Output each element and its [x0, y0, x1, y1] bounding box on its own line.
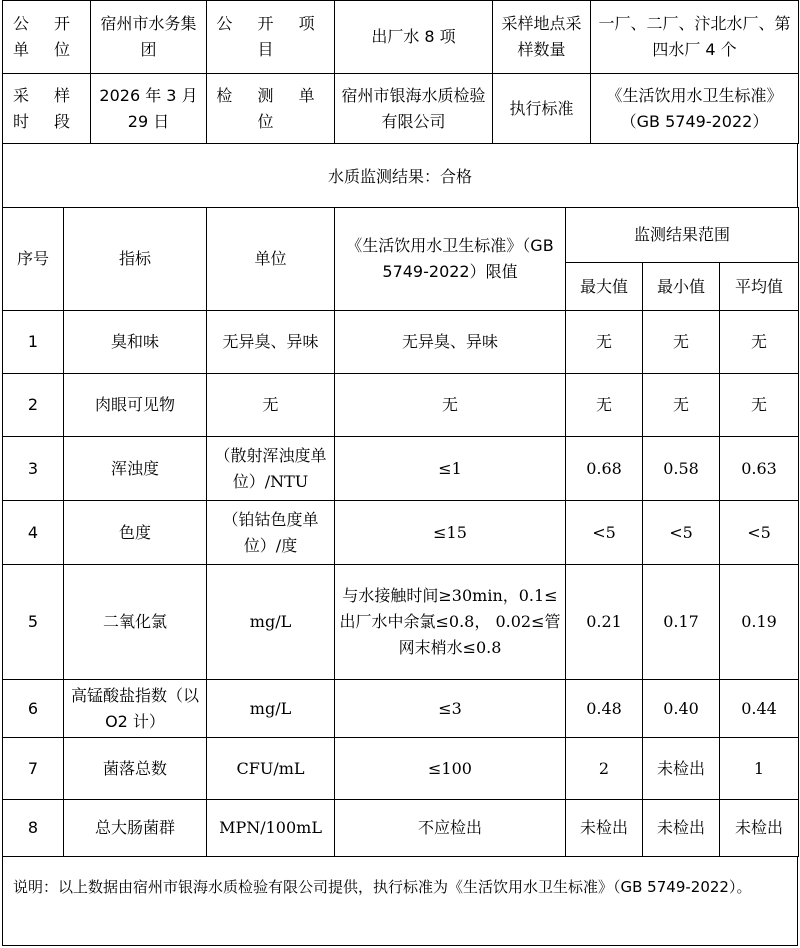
note: 说明：以上数据由宿州市银海水质检验有限公司提供，执行标准为《生活饮用水卫生标准》（GB 5749-2022）。 — [2, 857, 798, 946]
row-limit: 不应检出 — [335, 800, 566, 857]
lab-label: 检 测 单 位 — [207, 74, 335, 144]
row-avg: 0.63 — [720, 437, 799, 501]
row-unit: CFU/mL — [207, 738, 335, 800]
row-indicator: 总大肠菌群 — [64, 800, 207, 857]
row-avg: 无 — [720, 311, 799, 374]
row-avg: 0.19 — [720, 565, 799, 680]
row-max: 2 — [566, 738, 643, 800]
row-max: 0.21 — [566, 565, 643, 680]
row-max: 无 — [566, 374, 643, 437]
row-indicator: 高锰酸盐指数（以 O2 计） — [64, 680, 207, 738]
row-unit: mg/L — [207, 680, 335, 738]
row-min: 0.58 — [643, 437, 720, 501]
row-limit: ≤15 — [335, 501, 566, 565]
row-min: 0.17 — [643, 565, 720, 680]
row-avg: 0.44 — [720, 680, 799, 738]
row-index: 6 — [3, 680, 64, 738]
period-value: 2026 年 3 月 29 日 — [91, 74, 207, 144]
table-row — [3, 565, 799, 680]
row-indicator: 臭和味 — [64, 311, 207, 374]
header-max: 最大值 — [566, 263, 643, 311]
publisher-value: 宿州市水务集团 — [91, 1, 207, 74]
row-unit: 无 — [207, 374, 335, 437]
row-avg: 未检出 — [720, 800, 799, 857]
row-min: <5 — [643, 501, 720, 565]
sites-label: 采样地点采样数量 — [493, 1, 591, 74]
row-avg: 无 — [720, 374, 799, 437]
row-min: 未检出 — [643, 738, 720, 800]
row-limit: ≤100 — [335, 738, 566, 800]
table-row — [3, 311, 799, 374]
row-indicator: 肉眼可见物 — [64, 374, 207, 437]
row-unit: （铂钴色度单位）/度 — [207, 501, 335, 565]
result-line: 水质监测结果：合格 — [2, 143, 798, 207]
row-indicator: 二氧化氯 — [64, 565, 207, 680]
row-index: 8 — [3, 800, 64, 857]
row-max: 0.68 — [566, 437, 643, 501]
table-row — [3, 800, 799, 857]
header-min: 最小值 — [643, 263, 720, 311]
publisher-label: 公 开 单 位 — [3, 1, 91, 74]
row-avg: <5 — [720, 501, 799, 565]
period-label: 采 样 时 段 — [3, 74, 91, 144]
header-limit: 《生活饮用水卫生标准》（GB 5749-2022）限值 — [335, 208, 566, 311]
items-value: 出厂水 8 项 — [335, 1, 493, 74]
row-min: 无 — [643, 311, 720, 374]
header-indicator: 指标 — [64, 208, 207, 311]
row-unit: mg/L — [207, 565, 335, 680]
results-table — [2, 207, 799, 857]
table-row — [3, 680, 799, 738]
header-avg: 平均值 — [720, 263, 799, 311]
row-indicator: 色度 — [64, 501, 207, 565]
header-range: 监测结果范围 — [566, 208, 799, 263]
header-unit: 单位 — [207, 208, 335, 311]
items-label: 公 开 项 目 — [207, 1, 335, 74]
row-indicator: 菌落总数 — [64, 738, 207, 800]
header-index: 序号 — [3, 208, 64, 311]
header-table — [2, 0, 799, 144]
standard-value: 《生活饮用水卫生标准》（GB 5749-2022） — [591, 74, 799, 144]
row-unit: （散射浑浊度单位）/NTU — [207, 437, 335, 501]
table-row — [3, 738, 799, 800]
row-limit: 与水接触时间≥30min，0.1≤出厂水中余氯≤0.8， 0.02≤管网末梢水≤0.8 — [335, 565, 566, 680]
row-limit: 无异臭、异味 — [335, 311, 566, 374]
row-max: 无 — [566, 311, 643, 374]
table-row — [3, 374, 799, 437]
row-index: 7 — [3, 738, 64, 800]
row-min: 0.40 — [643, 680, 720, 738]
standard-label: 执行标准 — [493, 74, 591, 144]
row-index: 1 — [3, 311, 64, 374]
row-max: <5 — [566, 501, 643, 565]
row-unit: MPN/100mL — [207, 800, 335, 857]
lab-value: 宿州市银海水质检验有限公司 — [335, 74, 493, 144]
row-limit: ≤1 — [335, 437, 566, 501]
row-index: 2 — [3, 374, 64, 437]
row-index: 4 — [3, 501, 64, 565]
row-min: 未检出 — [643, 800, 720, 857]
row-index: 5 — [3, 565, 64, 680]
row-limit: ≤3 — [335, 680, 566, 738]
row-unit: 无异臭、异味 — [207, 311, 335, 374]
row-avg: 1 — [720, 738, 799, 800]
row-indicator: 浑浊度 — [64, 437, 207, 501]
row-max: 未检出 — [566, 800, 643, 857]
row-index: 3 — [3, 437, 64, 501]
row-min: 无 — [643, 374, 720, 437]
table-row — [3, 501, 799, 565]
row-max: 0.48 — [566, 680, 643, 738]
sites-value: 一厂、二厂、汴北水厂、第四水厂 4 个 — [591, 1, 799, 74]
table-row — [3, 437, 799, 501]
row-limit: 无 — [335, 374, 566, 437]
